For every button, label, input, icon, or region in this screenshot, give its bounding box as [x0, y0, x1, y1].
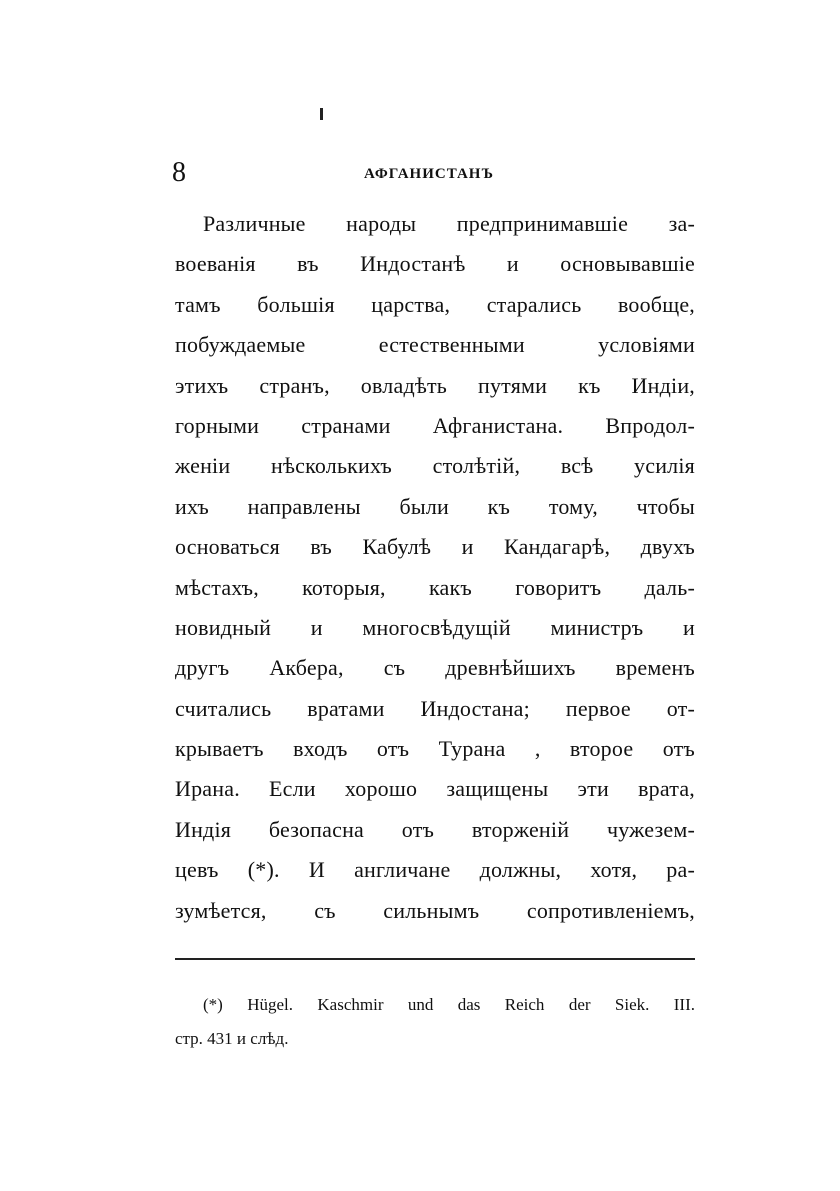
text-line: побуждаемые естественными условіями	[175, 332, 695, 358]
running-head: АФГАНИСТАНЪ	[364, 166, 494, 182]
print-speck	[320, 108, 323, 120]
text-line: этихъ странъ, овладѣть путями къ Индіи,	[175, 372, 695, 398]
footnote-rule	[175, 958, 695, 960]
text-line: Различные народы предпринимавшіе за-	[203, 211, 695, 236]
text-line: воеванія въ Индостанѣ и основывавшіе	[175, 251, 695, 277]
text-line: другъ Акбера, съ древнѣйшихъ временъ	[175, 655, 695, 681]
text-line: мѣстахъ, которыя, какъ говоритъ даль-	[175, 574, 695, 600]
footnote-line: стр. 431 и слѣд.	[175, 1029, 289, 1048]
text-line: зумѣется, съ сильнымъ сопротивленіемъ,	[175, 897, 695, 923]
text-line: Ирана. Если хорошо защищены эти врата,	[175, 776, 695, 802]
page-number: 8	[172, 157, 186, 188]
text-line: крываетъ входъ отъ Турана , второе отъ	[175, 736, 695, 762]
text-line: ихъ направлены были къ тому, чтобы	[175, 493, 695, 519]
text-line: тамъ большія царства, старались вообще,	[175, 291, 695, 317]
text-line: цевъ (*). И англичане должны, хотя, ра-	[175, 857, 695, 883]
text-line: основаться въ Кабулѣ и Кандагарѣ, двухъ	[175, 534, 695, 560]
text-line: Индія безопасна отъ вторженій чужезем-	[175, 816, 695, 842]
text-line: женіи нѣсколькихъ столѣтій, всѣ усилія	[175, 453, 695, 479]
text-line: горными странами Афганистана. Впродол-	[175, 412, 695, 438]
text-line: новидный и многосвѣдущій министръ и	[175, 614, 695, 640]
text-line: считались вратами Индостана; первое от-	[175, 695, 695, 721]
footnote	[175, 988, 695, 1056]
footnote-line: (*) Hügel. Kaschmir und das Reich der Siek. III.	[203, 995, 695, 1014]
body-text	[175, 204, 695, 931]
